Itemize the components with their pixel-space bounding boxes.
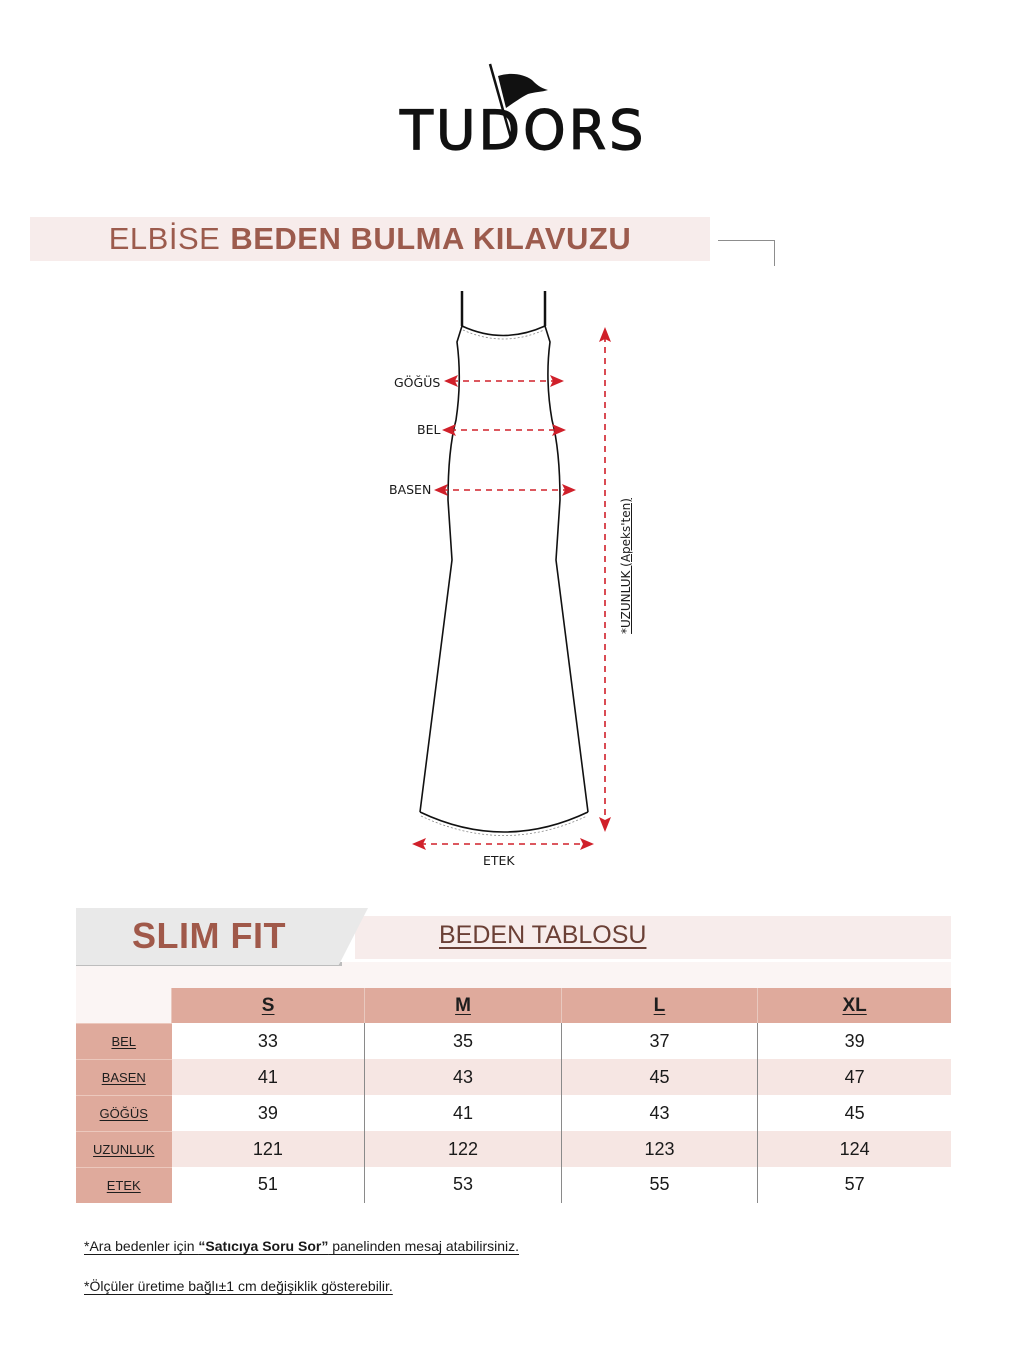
row-label: BEL — [76, 1023, 172, 1059]
cell-value: 35 — [365, 1023, 561, 1059]
note-tolerance: *Ölçüler üretime bağlı±1 cm değişiklik gösterebilir. — [84, 1278, 393, 1294]
label-basen: BASEN — [389, 482, 432, 497]
table-row — [76, 1131, 951, 1167]
cell-value: 33 — [172, 1023, 365, 1059]
size-table — [76, 988, 951, 1203]
cell-value: 124 — [758, 1131, 951, 1167]
cell-value: 45 — [561, 1059, 757, 1095]
table-row — [76, 1095, 951, 1131]
note-intermediate-sizes: *Ara bedenler için “Satıcıya Soru Sor” panelinden mesaj atabilirsiniz. — [84, 1238, 520, 1254]
cell-value: 37 — [561, 1023, 757, 1059]
cell-value: 41 — [365, 1095, 561, 1131]
label-gogus: GÖĞÜS — [394, 375, 441, 390]
table-row — [76, 1059, 951, 1095]
ask-seller-link-text: “Satıcıya Soru Sor” — [198, 1238, 329, 1254]
table-row — [76, 1167, 951, 1203]
label-etek: ETEK — [483, 853, 515, 868]
row-label: GÖĞÜS — [76, 1095, 172, 1131]
row-label: BASEN — [76, 1059, 172, 1095]
cell-value: 121 — [172, 1131, 365, 1167]
size-table-title: BEDEN TABLOSU — [439, 921, 647, 949]
size-header-xl: XL — [758, 988, 951, 1023]
cell-value: 55 — [561, 1167, 757, 1203]
label-bel: BEL — [417, 422, 441, 437]
size-header-l: L — [561, 988, 757, 1023]
title-main: BEDEN BULMA KILAVUZU — [230, 221, 632, 256]
cell-value: 39 — [758, 1023, 951, 1059]
cell-value: 45 — [758, 1095, 951, 1131]
cell-value: 43 — [561, 1095, 757, 1131]
table-row — [76, 1023, 951, 1059]
brand-name: TUDORS — [400, 99, 647, 162]
cell-value: 43 — [365, 1059, 561, 1095]
size-header-m: M — [365, 988, 561, 1023]
size-header-row — [76, 988, 951, 1023]
fit-label: SLIM FIT — [132, 915, 286, 956]
label-uzunluk: *UZUNLUK (Apeks'ten) — [619, 498, 633, 634]
cell-value: 51 — [172, 1167, 365, 1203]
cell-value: 39 — [172, 1095, 365, 1131]
row-label: UZUNLUK — [76, 1131, 172, 1167]
cell-value: 122 — [365, 1131, 561, 1167]
row-label: ETEK — [76, 1167, 172, 1203]
cell-value: 41 — [172, 1059, 365, 1095]
cell-value: 53 — [365, 1167, 561, 1203]
cell-value: 57 — [758, 1167, 951, 1203]
title-category: ELBİSE — [108, 221, 221, 256]
cell-value: 123 — [561, 1131, 757, 1167]
table-corner — [76, 988, 172, 1023]
cell-value: 47 — [758, 1059, 951, 1095]
size-header-s: S — [172, 988, 365, 1023]
